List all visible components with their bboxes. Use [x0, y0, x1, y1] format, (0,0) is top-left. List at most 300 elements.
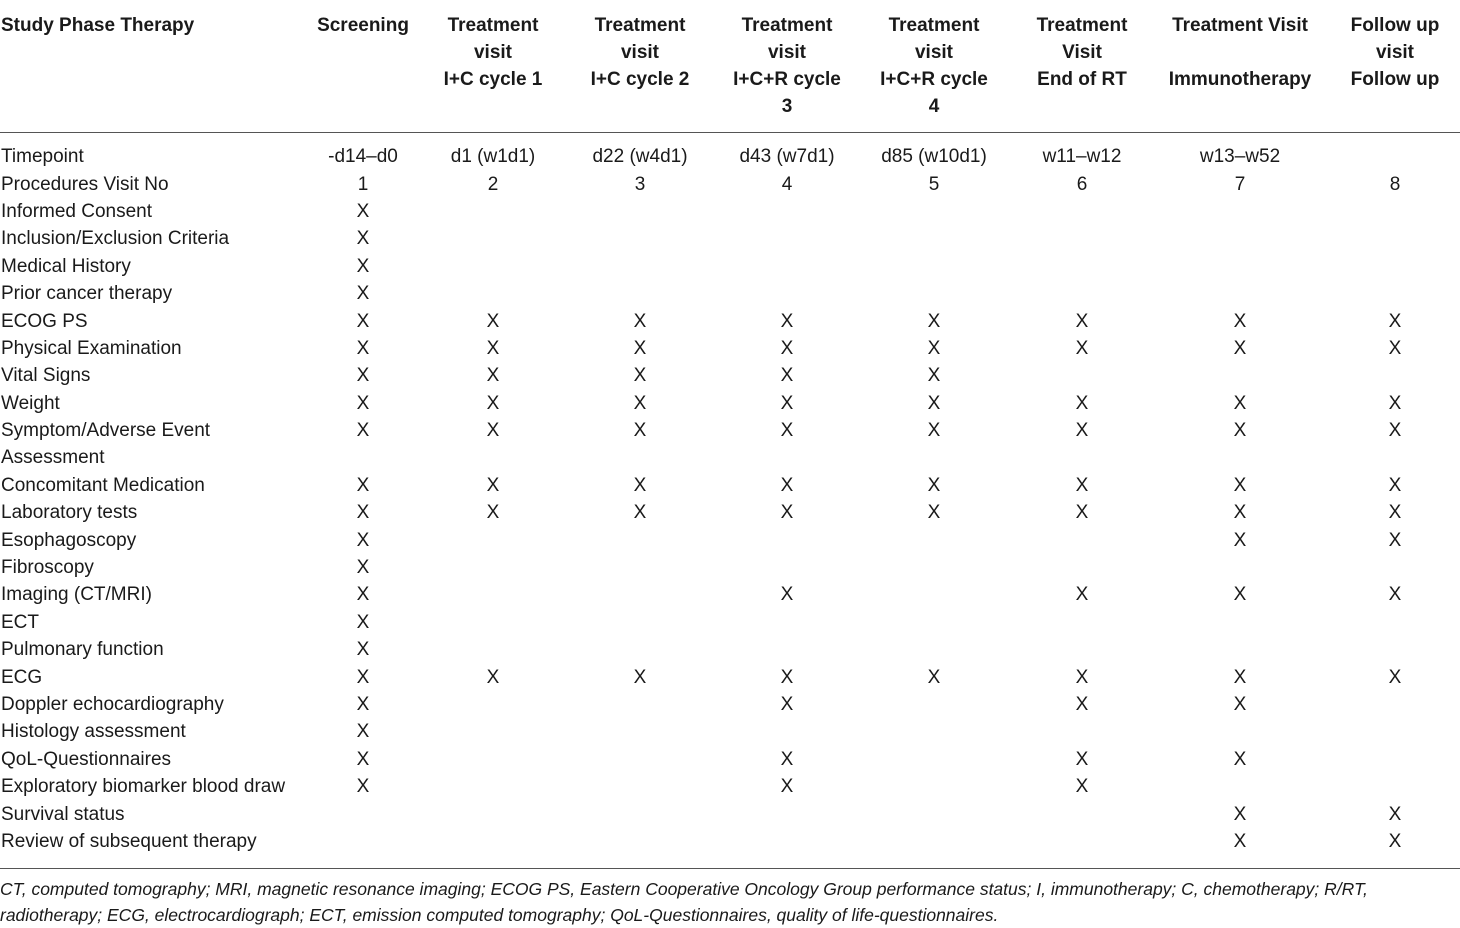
row-label: Medical History [1, 255, 131, 277]
table-cell: X [1388, 502, 1402, 524]
table-row [0, 335, 1460, 362]
table-cell: X [356, 474, 370, 496]
table-cell [426, 800, 560, 827]
table-cell [1014, 362, 1150, 389]
table-header [0, 12, 1460, 133]
table-cell: X [356, 748, 370, 770]
table-cell [854, 800, 1014, 827]
table-cell [1330, 718, 1460, 745]
table-row [0, 390, 1460, 417]
table-cell: 3 [634, 173, 646, 195]
table-cell: X [1233, 584, 1247, 606]
header-line: Treatment [447, 15, 539, 36]
table-cell [1330, 554, 1460, 581]
table-row [0, 225, 1460, 252]
table-cell: 2 [487, 173, 499, 195]
table-cell [426, 746, 560, 773]
table-body [0, 133, 1460, 866]
table-row [0, 253, 1460, 280]
header-line: Study Phase Therapy [1, 15, 195, 36]
table-cell [854, 746, 1014, 773]
row-label: Review of subsequent therapy [1, 830, 257, 852]
table-cell [854, 773, 1014, 800]
table-cell [1330, 362, 1460, 389]
table-cell [854, 444, 1014, 471]
header-column-3 [560, 12, 720, 133]
table-cell: X [1233, 392, 1247, 414]
table-cell [560, 800, 720, 827]
table-cell [426, 280, 560, 307]
table-cell [560, 526, 720, 553]
table-cell: X [1388, 420, 1402, 442]
row-label: Vital Signs [1, 365, 91, 387]
table-cell: X [356, 392, 370, 414]
row-label: Concomitant Medication [1, 474, 205, 496]
header-line: 4 [928, 96, 940, 117]
table-cell: X [1233, 529, 1247, 551]
row-label: Laboratory tests [1, 502, 138, 524]
table-cell [1330, 280, 1460, 307]
table-cell: X [927, 666, 941, 688]
table-cell [1014, 718, 1150, 745]
table-cell: X [1075, 584, 1089, 606]
table-cell [1330, 773, 1460, 800]
row-label: ECT [1, 611, 39, 633]
table-cell: X [356, 584, 370, 606]
table-cell [1330, 746, 1460, 773]
table-row [0, 417, 1460, 444]
header-column-1 [300, 12, 426, 133]
table-cell: X [1075, 337, 1089, 359]
table-cell: d22 (w4d1) [592, 146, 688, 168]
table-cell [720, 225, 854, 252]
table-cell: X [1388, 529, 1402, 551]
header-line: Follow up [1350, 69, 1440, 90]
row-label: Timepoint [1, 146, 84, 168]
table-cell [426, 225, 560, 252]
row-label: Prior cancer therapy [1, 283, 173, 305]
table-cell [720, 253, 854, 280]
table-cell [560, 280, 720, 307]
table-cell [1150, 225, 1330, 252]
table-cell: X [780, 420, 794, 442]
table-cell: X [1075, 776, 1089, 798]
header-line: Screening [317, 15, 409, 36]
table-cell [854, 581, 1014, 608]
table-cell: X [1233, 666, 1247, 688]
table-cell [1014, 198, 1150, 225]
table-cell: X [633, 666, 647, 688]
table-cell [720, 444, 854, 471]
header-line: I+C cycle 1 [443, 69, 543, 90]
header-line: visit [767, 42, 807, 63]
table-cell: X [356, 666, 370, 688]
table-row [0, 691, 1460, 718]
row-label: Exploratory biomarker blood draw [1, 776, 286, 798]
table-cell: d43 (w7d1) [739, 146, 835, 168]
table-cell: X [1075, 420, 1089, 442]
table-cell: 4 [781, 173, 793, 195]
table-cell: X [633, 392, 647, 414]
table-row [0, 554, 1460, 581]
table-cell [1150, 554, 1330, 581]
table-cell: X [356, 310, 370, 332]
table-row [0, 280, 1460, 307]
table-cell [854, 636, 1014, 663]
header-line: Follow up [1350, 15, 1440, 36]
table-cell [1014, 828, 1150, 865]
table-cell: X [1388, 474, 1402, 496]
table-cell [560, 609, 720, 636]
table-cell [720, 554, 854, 581]
table-cell: X [356, 337, 370, 359]
header-line: visit [620, 42, 660, 63]
header-line: End of RT [1037, 69, 1127, 90]
table-cell: X [780, 694, 794, 715]
table-cell [300, 800, 426, 827]
table-cell [1150, 280, 1330, 307]
table-cell [1014, 444, 1150, 471]
table-cell: X [486, 420, 500, 442]
table-cell [1330, 691, 1460, 718]
table-cell: X [1075, 474, 1089, 496]
header-line [1150, 39, 1330, 66]
row-label: Survival status [1, 803, 125, 825]
table-cell [426, 253, 560, 280]
table-row [0, 472, 1460, 499]
table-cell [1150, 253, 1330, 280]
study-schedule-table [0, 12, 1460, 865]
header-column-8 [1330, 12, 1460, 133]
row-label: Doppler echocardiography [1, 694, 224, 715]
table-cell: X [1233, 502, 1247, 524]
table-cell [426, 691, 560, 718]
table-cell: X [1075, 748, 1089, 770]
row-label: Imaging (CT/MRI) [1, 584, 152, 606]
header-column-2 [426, 12, 560, 133]
table-cell: X [486, 365, 500, 387]
table-row [0, 526, 1460, 553]
table-cell: X [780, 666, 794, 688]
table-cell [854, 225, 1014, 252]
table-cell [560, 225, 720, 252]
header-line: Visit [1062, 42, 1102, 63]
table-cell: X [927, 365, 941, 387]
table-cell [720, 800, 854, 827]
table-row [0, 773, 1460, 800]
table-row [0, 636, 1460, 663]
table-cell [1014, 609, 1150, 636]
header-line: Treatment [741, 15, 833, 36]
table-cell [854, 554, 1014, 581]
table-row [0, 828, 1460, 865]
row-label: Symptom/Adverse Event [1, 420, 211, 442]
header-line: Treatment [1036, 15, 1128, 36]
table-cell: X [356, 255, 370, 277]
table-cell: X [356, 639, 370, 661]
row-label: Weight [1, 392, 60, 414]
row-label: Inclusion/Exclusion Criteria [1, 228, 230, 250]
table-row [0, 718, 1460, 745]
row-label: Physical Examination [1, 337, 182, 359]
table-cell: X [356, 721, 370, 743]
table-cell: X [780, 748, 794, 770]
table-cell: X [1075, 392, 1089, 414]
table-row [0, 499, 1460, 526]
row-label: Histology assessment [1, 721, 186, 743]
table-row [0, 746, 1460, 773]
row-label: Pulmonary function [1, 639, 164, 661]
table-cell [720, 609, 854, 636]
table-cell [854, 253, 1014, 280]
table-cell: X [1233, 694, 1247, 715]
header-column-4 [720, 12, 854, 133]
table-cell [1150, 198, 1330, 225]
table-cell: X [486, 666, 500, 688]
table-cell [1014, 526, 1150, 553]
table-cell: X [356, 557, 370, 579]
table-cell: X [780, 365, 794, 387]
table-cell: X [1233, 748, 1247, 770]
table-cell [720, 526, 854, 553]
table-cell: X [1233, 474, 1247, 496]
table-cell: X [486, 474, 500, 496]
header-line: 3 [781, 96, 793, 117]
header-row [0, 12, 1460, 133]
table-cell [426, 198, 560, 225]
table-cell [426, 554, 560, 581]
table-cell [426, 718, 560, 745]
header-line: visit [914, 42, 954, 63]
table-cell [560, 773, 720, 800]
table-cell [1330, 444, 1460, 471]
table-cell [1014, 253, 1150, 280]
table-row [0, 170, 1460, 197]
header-column-5 [854, 12, 1014, 133]
table-cell: X [356, 694, 370, 715]
table-cell: X [780, 776, 794, 798]
table-cell [720, 718, 854, 745]
table-cell: X [1233, 337, 1247, 359]
table-cell: X [356, 776, 370, 798]
row-label: Assessment [1, 447, 105, 469]
table-cell: X [356, 529, 370, 551]
table-cell [1014, 280, 1150, 307]
table-cell [854, 691, 1014, 718]
table-cell [854, 718, 1014, 745]
table-bottom-rule [0, 868, 1460, 869]
header-study-phase [0, 12, 300, 133]
table-cell [1150, 609, 1330, 636]
table-cell: 5 [928, 173, 940, 195]
table-cell [854, 280, 1014, 307]
table-cell: X [633, 310, 647, 332]
table-cell [560, 746, 720, 773]
table-footnote: CT, computed tomography; MRI, magnetic resonance imaging; ECOG PS, Eastern Cooperative Oncology Group performance status; I, immunotherapy; C, chemotherapy; R/RT, radiotherapy; ECG, electrocardiograph; ECT, emission computed tomography; QoL-Questionnaires, quality of life-questionnaires. [0, 879, 1368, 925]
header-line: I+C cycle 2 [590, 69, 690, 90]
table-row [0, 307, 1460, 334]
table-cell: 8 [1389, 173, 1401, 195]
table-cell [1150, 718, 1330, 745]
table-cell: X [1233, 310, 1247, 332]
table-cell: X [1075, 310, 1089, 332]
table-cell [560, 444, 720, 471]
table-cell: X [356, 502, 370, 524]
table-cell [720, 280, 854, 307]
table-cell: X [780, 392, 794, 414]
table-cell [1150, 362, 1330, 389]
table-cell: X [780, 310, 794, 332]
table-cell [854, 609, 1014, 636]
header-line: Treatment Visit [1172, 15, 1308, 36]
table-cell [426, 609, 560, 636]
table-cell [1150, 773, 1330, 800]
table-row [0, 800, 1460, 827]
table-cell [1014, 554, 1150, 581]
table-cell: X [780, 584, 794, 606]
table-cell [1330, 253, 1460, 280]
table-cell: X [927, 502, 941, 524]
table-cell: X [1388, 803, 1402, 825]
table-cell: X [1075, 502, 1089, 524]
table-cell: X [1388, 392, 1402, 414]
table-cell [560, 636, 720, 663]
table-cell: -d14–d0 [328, 146, 398, 168]
table-cell [560, 198, 720, 225]
table-cell [720, 198, 854, 225]
table-cell: X [486, 502, 500, 524]
table-cell: X [486, 392, 500, 414]
header-line: visit [473, 42, 513, 63]
table-cell [854, 526, 1014, 553]
table-cell: X [486, 337, 500, 359]
table-cell: X [1075, 666, 1089, 688]
table-cell: X [927, 420, 941, 442]
table-cell: X [780, 337, 794, 359]
table-cell [560, 691, 720, 718]
table-cell [426, 773, 560, 800]
table-cell: 6 [1076, 173, 1088, 195]
row-label: ECG [1, 666, 43, 688]
table-cell: X [633, 337, 647, 359]
table-cell: X [927, 310, 941, 332]
table-cell: X [633, 474, 647, 496]
table-cell [560, 581, 720, 608]
row-label: Esophagoscopy [1, 529, 137, 551]
table-cell: X [356, 228, 370, 250]
table-cell: X [1388, 337, 1402, 359]
header-line: Treatment [594, 15, 686, 36]
table-cell: X [780, 474, 794, 496]
header-line: I+C+R cycle [880, 69, 988, 90]
table-cell: 1 [357, 173, 369, 195]
table-row [0, 663, 1460, 690]
table-cell: X [486, 310, 500, 332]
table-cell: X [633, 365, 647, 387]
table-row [0, 444, 1460, 471]
table-cell: X [356, 283, 370, 305]
header-column-6 [1014, 12, 1150, 133]
table-cell [426, 828, 560, 865]
table-cell: X [356, 365, 370, 387]
table-cell: d85 (w10d1) [881, 146, 987, 168]
row-label: QoL-Questionnaires [1, 748, 172, 770]
row-label: Informed Consent [1, 200, 153, 222]
table-cell: X [1075, 694, 1089, 715]
table-cell [300, 444, 426, 471]
header-column-7 [1150, 12, 1330, 133]
table-cell [1014, 636, 1150, 663]
table-cell [560, 253, 720, 280]
table-cell [426, 581, 560, 608]
table-cell [560, 554, 720, 581]
table-row [0, 581, 1460, 608]
table-cell: X [1233, 420, 1247, 442]
table-cell [426, 444, 560, 471]
header-line: visit [1375, 42, 1415, 63]
table-cell [720, 636, 854, 663]
table-cell: X [927, 392, 941, 414]
table-cell: X [633, 502, 647, 524]
table-cell [1014, 800, 1150, 827]
table-cell [1330, 636, 1460, 663]
header-line: I+C+R cycle [733, 69, 841, 90]
table-cell [1330, 133, 1460, 171]
table-cell [560, 718, 720, 745]
row-label: ECOG PS [1, 310, 88, 332]
row-label: Fibroscopy [1, 557, 94, 579]
table-cell: 7 [1234, 173, 1246, 195]
table-cell: X [633, 420, 647, 442]
table-cell [854, 828, 1014, 865]
row-label: Procedures Visit No [1, 173, 169, 195]
table-row [0, 362, 1460, 389]
table-cell: w13–w52 [1199, 146, 1281, 168]
table-cell [720, 828, 854, 865]
table-cell: X [1233, 830, 1247, 852]
table-cell [560, 828, 720, 865]
table-cell: X [780, 502, 794, 524]
table-cell: w11–w12 [1042, 146, 1122, 168]
header-line: Treatment [888, 15, 980, 36]
table-cell: X [356, 420, 370, 442]
table-row [0, 133, 1460, 171]
table-cell [1330, 198, 1460, 225]
table-cell [1330, 225, 1460, 252]
table-cell [426, 526, 560, 553]
table-cell: X [356, 611, 370, 633]
table-cell: X [1388, 666, 1402, 688]
table-cell [1330, 609, 1460, 636]
table-cell [1014, 225, 1150, 252]
table-cell: d1 (w1d1) [450, 146, 536, 168]
table-cell: X [1388, 584, 1402, 606]
table-row [0, 198, 1460, 225]
table-cell [426, 636, 560, 663]
table-cell: X [1388, 830, 1402, 852]
table-cell [1150, 636, 1330, 663]
table-cell: X [1388, 310, 1402, 332]
table-cell: X [1233, 803, 1247, 825]
table-cell [300, 828, 426, 865]
table-cell [1150, 444, 1330, 471]
table-cell: X [927, 474, 941, 496]
table-cell: X [927, 337, 941, 359]
header-line: Immunotherapy [1168, 69, 1312, 90]
table-cell [854, 198, 1014, 225]
table-row [0, 609, 1460, 636]
table-cell: X [356, 200, 370, 222]
